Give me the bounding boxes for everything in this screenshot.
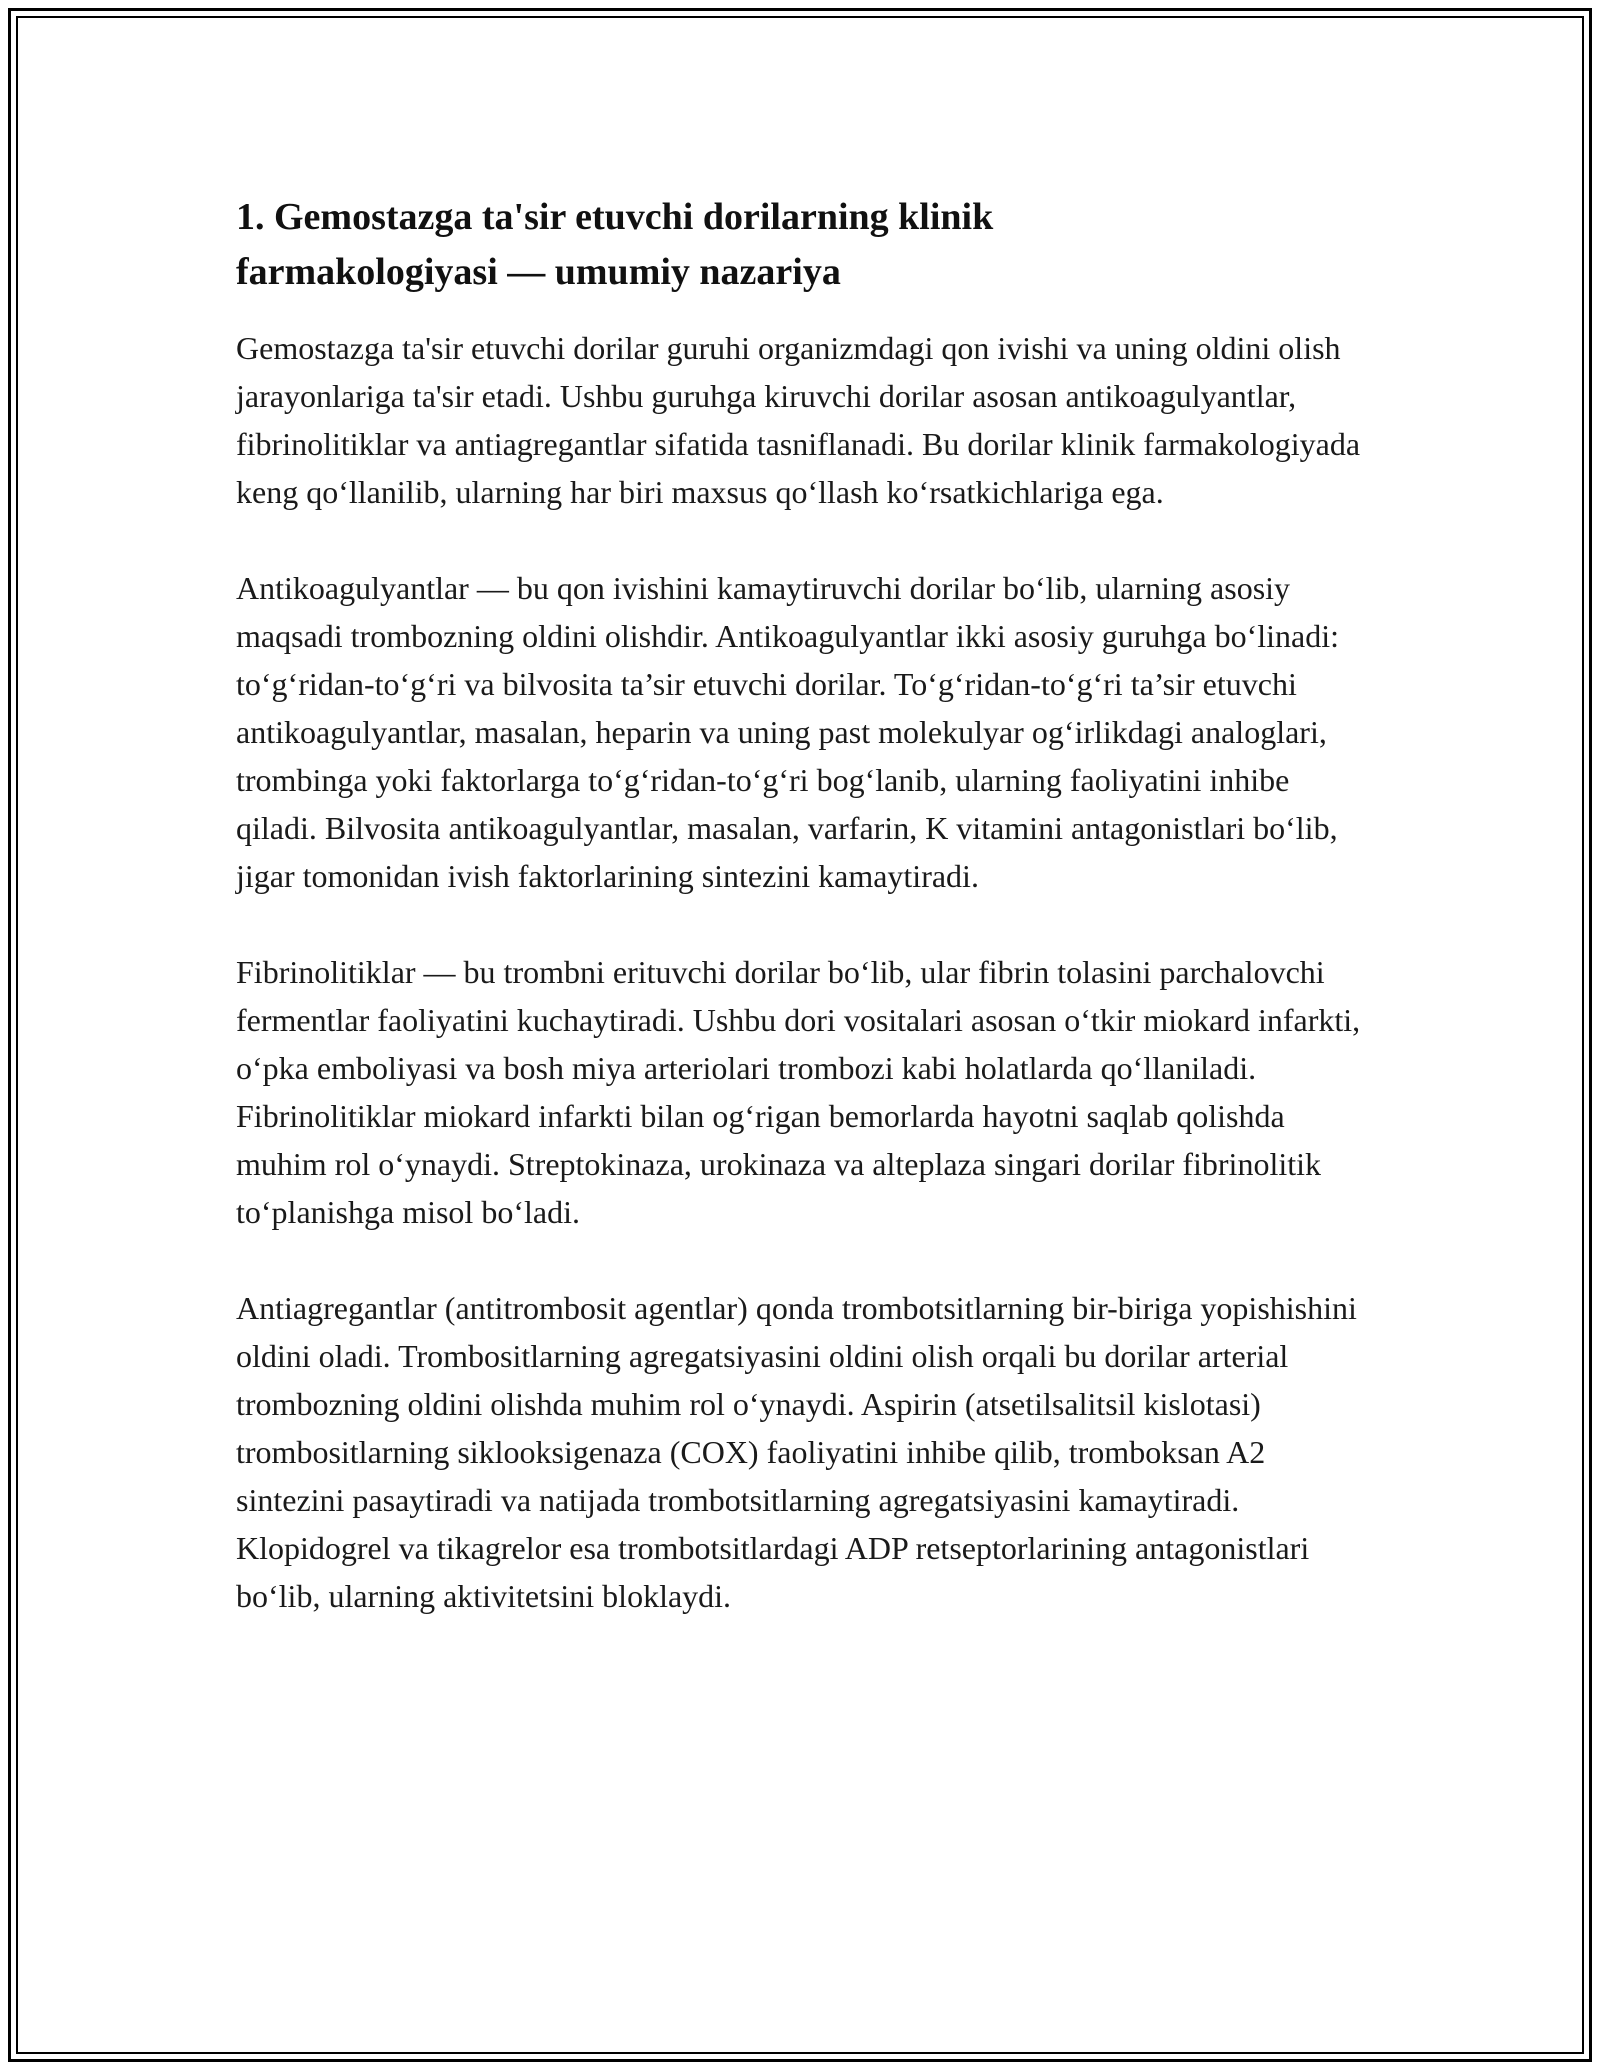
paragraph-antiaggregants: Antiagregantlar (antitrombosit agentlar) qonda trombotsitlarning bir-biriga yopishishini oldini oladi. Trombositlarning agregatsiyasini oldini olish orqali bu dorilar arterial trombozning oldini olishda muhim rol oʻynaydi. Aspirin (atsetilsalitsil kislotasi) trombositlarning siklooksigenaza (COX) faoliyatini inhibe qilib, tromboksan A2 sintezini pasaytiradi va natijada trombotsitlarning agregatsiyasini kamaytiradi. Klopidogrel va tikagrelor esa trombotsitlardagi ADP retseptorlarining antagonistlari boʻlib, ularning aktivitetsini bloklaydi.	[236, 1290, 1357, 1614]
paragraph-intro: Gemostazga ta'sir etuvchi dorilar guruhi organizmdagi qon ivishi va uning oldini olish jarayonlariga ta'sir etadi. Ushbu guruhga kiruvchi dorilar asosan antikoagulyantlar, fibrinolitiklar va antiagregantlar sifatida tasniflanadi. Bu dorilar klinik farmakologiyada keng qoʻllanilib, ularning har biri maxsus qoʻllash koʻrsatkichlariga ega.	[236, 330, 1361, 510]
page-title: 1. Gemostazga ta'sir etuvchi dorilarning klinik farmakologiyasi — umumiy nazariya	[236, 196, 994, 293]
paragraph-anticoagulants: Antikoagulyantlar — bu qon ivishini kamaytiruvchi dorilar boʻlib, ularning asosiy maqsadi trombozning oldini olishdir. Antikoagulyantlar ikki asosiy guruhga boʻlinadi: toʻgʻridan-toʻgʻri va bilvosita ta’sir etuvchi dorilar. Toʻgʻridan-toʻgʻri ta’sir etuvchi antikoagulyantlar, masalan, heparin va uning past molekulyar ogʻirlikdagi analoglari, trombinga yoki faktorlarga toʻgʻridan-toʻgʻri bogʻlanib, ularning faoliyatini inhibe qiladi. Bilvosita antikoagulyantlar, masalan, varfarin, K vitamini antagonistlari boʻlib, jigar tomonidan ivish faktorlarining sintezini kamaytiradi.	[236, 570, 1339, 894]
paragraph-fibrinolytics: Fibrinolitiklar — bu trombni erituvchi dorilar boʻlib, ular fibrin tolasini parchalovchi fermentlar faoliyatini kuchaytiradi. Ushbu dori vositalari asosan oʻtkir miokard infarkti, oʻpka emboliyasi va bosh miya arteriolari trombozi kabi holatlarda qoʻllaniladi. Fibrinolitiklar miokard infarkti bilan ogʻrigan bemorlarda hayotni saqlab qolishda muhim rol oʻynaydi. Streptokinaza, urokinaza va alteplaza singari dorilar fibrinolitik toʻplanishga misol boʻladi.	[236, 954, 1361, 1230]
document-body	[236, 190, 1376, 1668]
